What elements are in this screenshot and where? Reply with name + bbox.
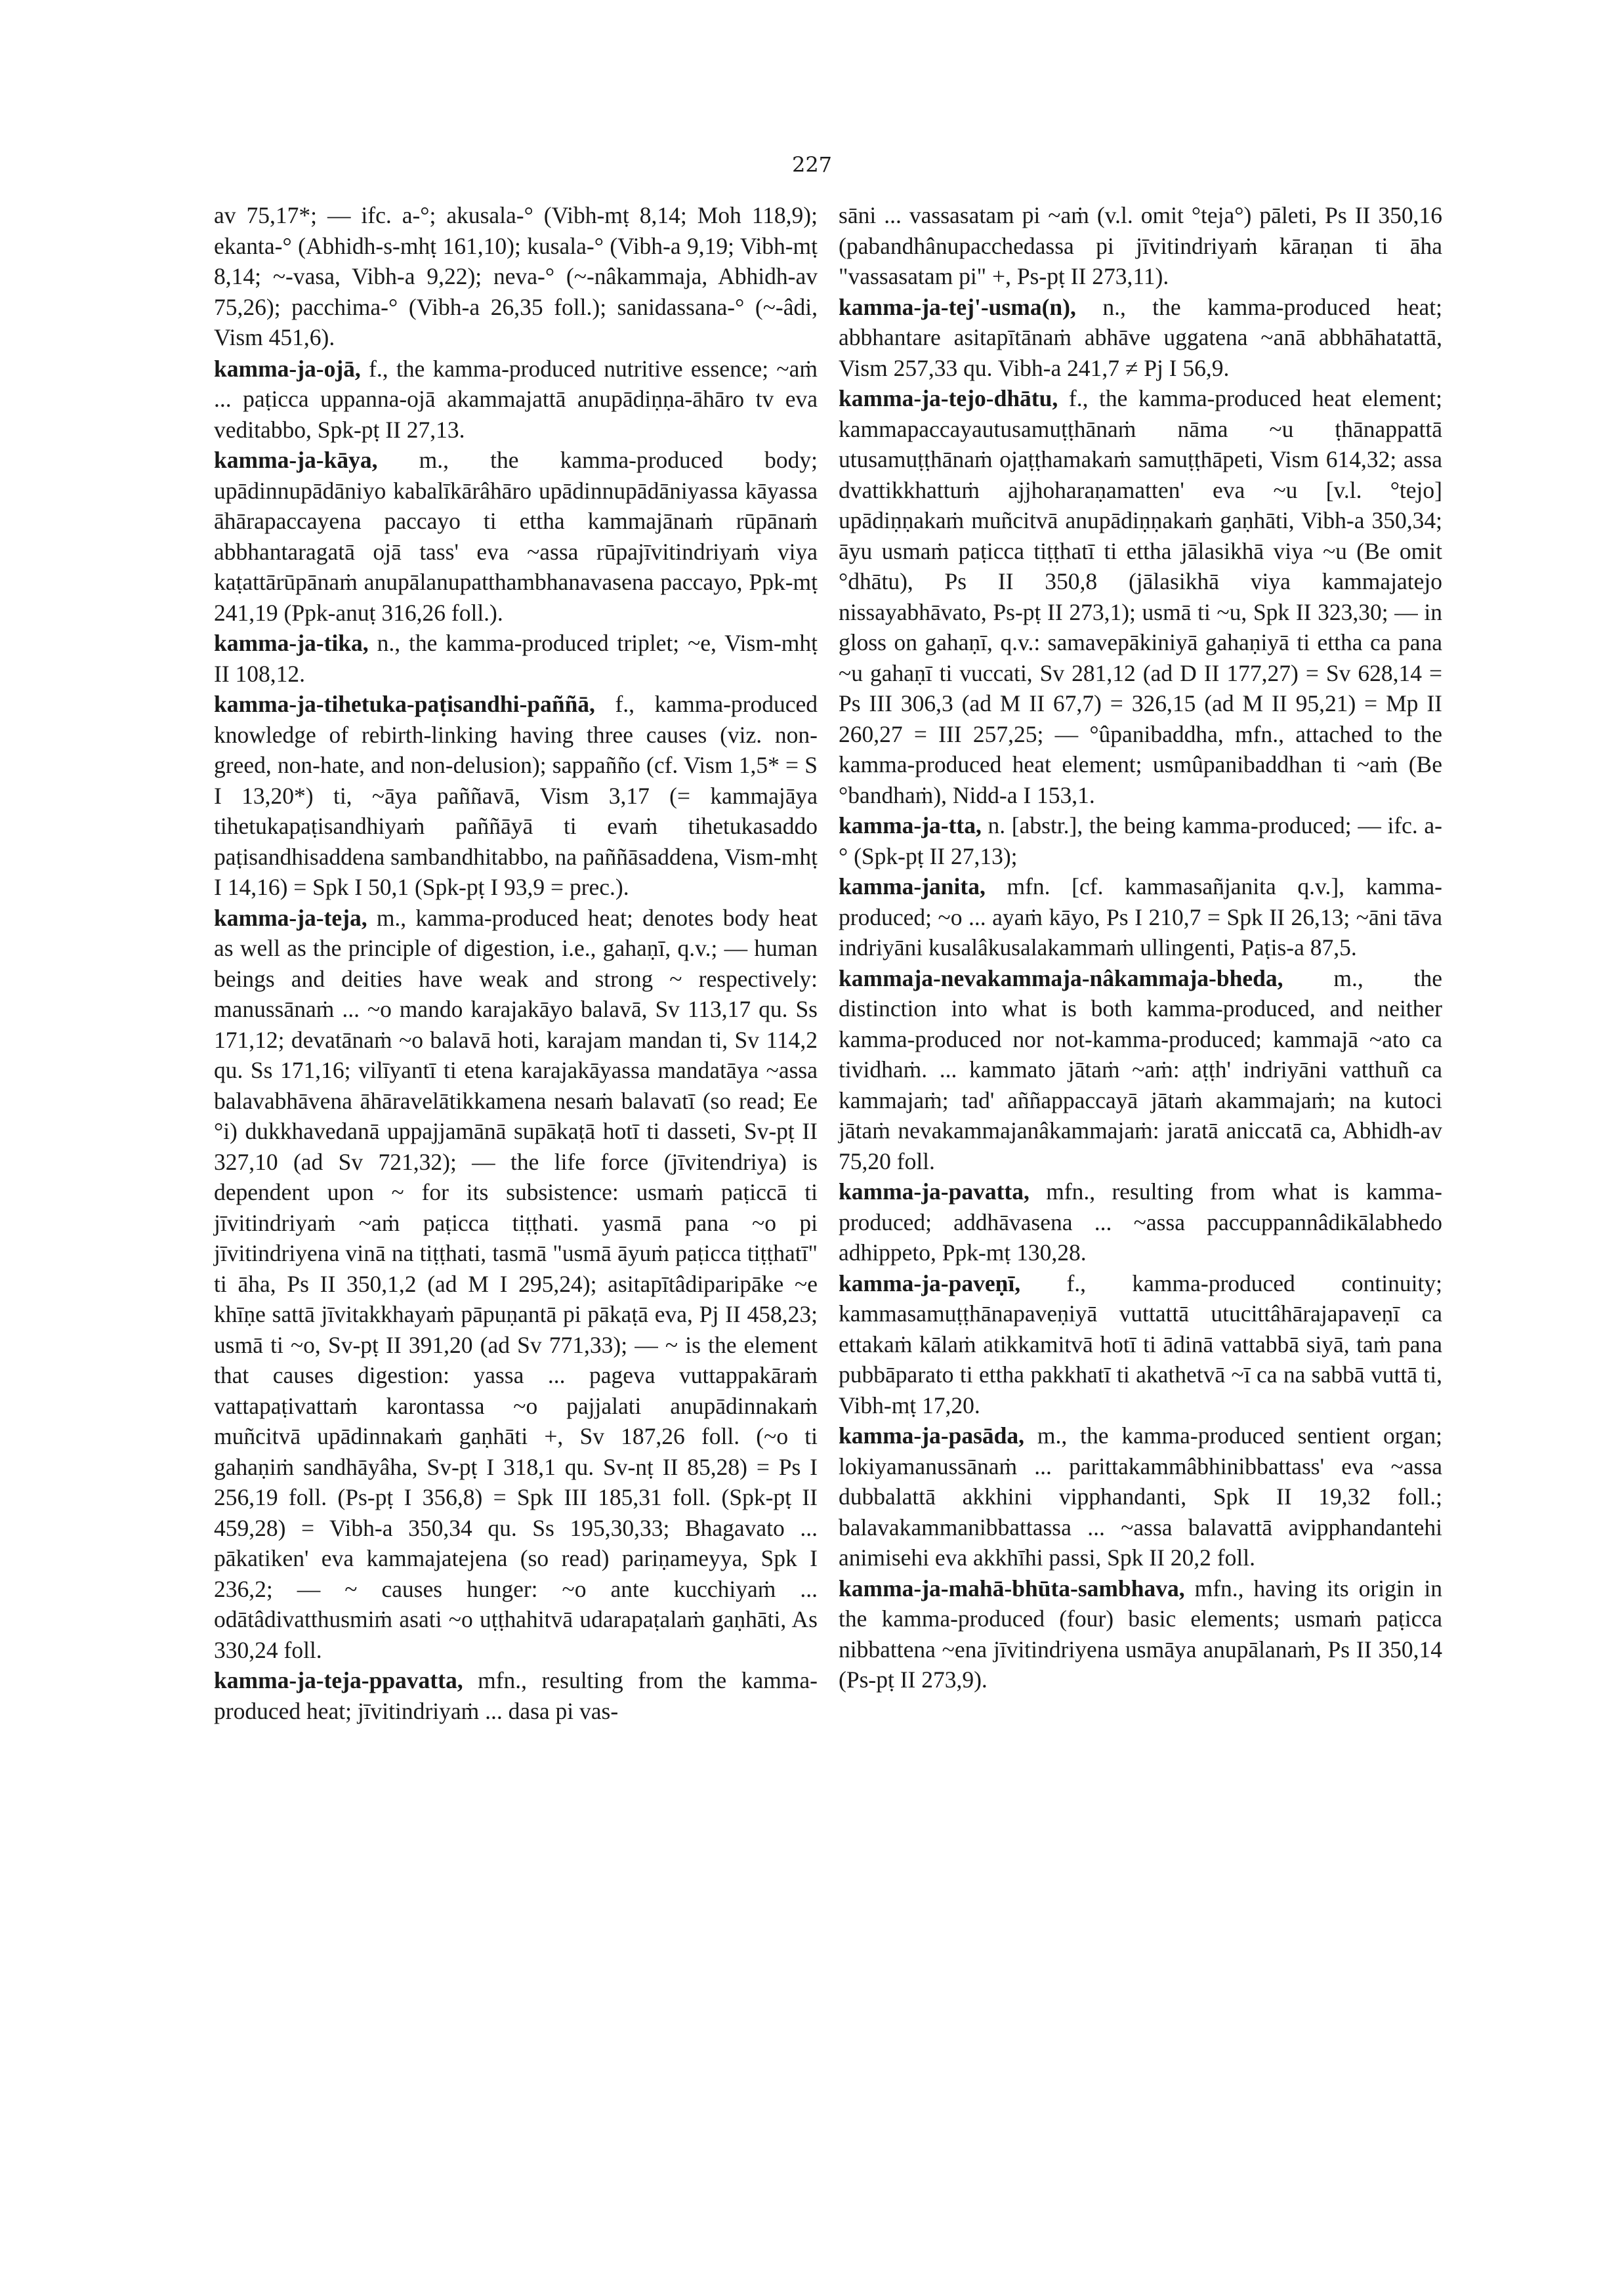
entry-text: mfn. [cf. kammasañjanita q.v.], kamma-produced; ~o ... ayaṁ kāyo, Ps I 210,7 = Spk II 26,13; ~āni tāva indriyāni kusalâkusalakammaṁ ullingenti, Paṭis-a 87,5. <box>839 873 1442 961</box>
entry-headword: kamma-ja-ojā, <box>214 355 361 382</box>
entry-text: av 75,17*; — ifc. a-°; akusala-° (Vibh-mṭ 8,14; Moh 118,9); ekanta-° (Abhidh-s-mhṭ 161,10); kusala-° (Vibh-a 9,19; Vibh-mṭ 8,14; ~-vasa, Vibh-a 9,22); neva-° (~-nâkammaja, Abhidh-av 75,26); pacchima-° (Vibh-a 26,35 foll.); sanidassana-° (~-âdi, Vism 451,6). <box>214 202 818 350</box>
entry-headword: kamma-ja-teja-ppavatta, <box>214 1667 463 1693</box>
entry-headword: kamma-ja-kāya, <box>214 447 378 473</box>
dictionary-entry <box>839 1420 1442 1573</box>
entry-headword: kamma-ja-pasāda, <box>839 1422 1025 1449</box>
entry-text: mfn., resulting from the kamma-produced heat; jīvitindriyaṁ ... dasa pi vas- <box>214 1667 818 1724</box>
entry-text: mfn., resulting from what is kamma-produced; addhāvasena ... ~assa paccuppannâdikālabhedo adhippeto, Ppk-mṭ 130,28. <box>839 1178 1443 1266</box>
entry-text: m., the kamma-produced body; upādinnupādāniyo kabalīkārâhāro upādinnupādāniyassa kāyassa āhārapaccayena paccayo ti ettha kammajānaṁ rūpānaṁ abbhantaragatā ojā tass' eva ~assa rūpajīvitindriyaṁ viya kaṭattārūpānaṁ anupālanupatthambhanavasena paccayo, Ppk-mṭ 241,19 (Ppk-anuṭ 316,26 foll.). <box>214 447 818 626</box>
entry-headword: kamma-ja-teja, <box>214 904 367 931</box>
entry-text: mfn., having its origin in the kamma-produced (four) basic elements; usmaṁ paṭicca nibbattena ~ena jīvitindriyena usmāya anupālanaṁ, Ps II 350,14 (Ps-pṭ II 273,9). <box>839 1575 1443 1693</box>
entry-text: f., the kamma-produced heat element; kammapaccayautusamuṭṭhānaṁ nāma ~u ṭhānappattā utusamuṭṭhānaṁ ojaṭṭhamakaṁ samuṭṭhāpeti, Vism 614,32; assa dvattikkhattuṁ ajjhoharaṇamatten' eva ~u [v.l. °tejo] upādiṇṇakaṁ muñcitvā anupādiṇṇakaṁ gaṇhāti, Vibh-a 350,34; āyu usmaṁ paṭicca tiṭṭhatī ti ettha jālasikhā viya ~u (Be omit °dhātu), Ps II 350,8 (jālasikhā viya kammajatejo nissayabhāvato, Ps-pṭ II 273,1); usmā ti ~u, Spk II 323,30; — in gloss on gahaṇī, q.v.: samavepākiniyā gahaṇiyā ti ettha ca pana ~u gahaṇī ti vuccati, Sv 281,12 (ad D II 177,27) = Sv 628,14 = Ps III 306,3 (ad M II 67,7) = 326,15 (ad M II 95,21) = Mp II 260,27 = III 257,25; — °ûpanibaddha, mfn., attached to the kamma-produced heat element; usmûpanibaddhan ti ~aṁ (Be °bandhaṁ), Nidd-a I 153,1. <box>839 385 1442 808</box>
entry-headword: kamma-ja-tejo-dhātu, <box>839 385 1058 411</box>
entry-text: m., kamma-produced heat; denotes body heat as well as the principle of digestion, i.e., gahaṇī, q.v.; — human beings and deities have weak and strong ~ respectively: manussānaṁ ... ~o mando karajakāyo balavā, Sv 113,17 qu. Ss 171,12; devatānaṁ ~o balavā hoti, karajam mandan ti, Sv 114,2 qu. Ss 171,16; vilīyantī ti etena karajakāyassa mandatāya ~assa balavabhāvena āhāravelātikkamena nesaṁ balavatī (so read; Ee °i) dukkhavedanā uppajjamānā supākaṭā hotī ti dasseti, Sv-pṭ II 327,10 (ad Sv 721,32); — the life force (jīvitendriya) is dependent upon ~ for its subsistence: usmaṁ paṭiccā ti jīvitindriyaṁ ~aṁ paṭicca tiṭṭhati. yasmā pana ~o pi jīvitindriyena vinā na tiṭṭhati, tasmā "usmā āyuṁ paṭicca tiṭṭhatī" ti āha, Ps II 350,1,2 (ad M I 295,24); asitapītâdiparipāke ~e khīṇe sattā jīvitakkhayaṁ pāpuṇantā pi pākaṭā eva, Pj II 458,23; usmā ti ~o, Sv-pṭ II 391,20 (ad Sv 771,33); — ~ is the element that causes digestion: yassa ... pageva vuttappakāraṁ vattapaṭivattaṁ karontassa ~o pajjalati anupādinnakaṁ muñcitvā upādinnakaṁ gaṇhāti +, Sv 187,26 foll. (~o ti gahaṇiṁ sandhāyâha, Sv-pṭ I 318,1 qu. Sv-nṭ II 85,28) = Ps I 256,19 foll. (Ps-pṭ I 356,8) = Spk III 185,31 foll. (Spk-pṭ II 459,28) = Vibh-a 350,34 qu. Ss 195,30,33; Bhagavato ... pākatiken' eva kammajatejena (so read) pariṇameyya, Spk I 236,2; — ~ causes hunger: ~o ante kucchiyaṁ ... odātâdivatthusmiṁ asati ~o uṭṭhahitvā udarapaṭalaṁ gaṇhāti, As 330,24 foll. <box>214 904 818 1663</box>
right-column <box>839 200 1442 1695</box>
dictionary-entry <box>214 1665 818 1726</box>
entry-text: f., kamma-produced knowledge of rebirth-linking having three causes (viz. non-greed, non-hate, and non-delusion); sappañño (cf. Vism 1,5* = S I 13,20*) ti, ~āya paññavā, Vism 3,17 (= kammajāya tihetukapaṭisandhiyaṁ paññāyā ti evaṁ tihetukasaddo paṭisandhisaddena sambandhitabbo, na paññāsaddena, Vism-mhṭ I 14,16) = Spk I 50,1 (Spk-pṭ I 93,9 = prec.). <box>214 691 818 900</box>
dictionary-entry <box>839 871 1442 963</box>
entry-headword: kamma-ja-pavatta, <box>839 1178 1030 1205</box>
entry-text: sāni ... vassasatam pi ~aṁ (v.l. omit °teja°) pāleti, Ps II 350,16 (pabandhânupacchedassa pi jīvitindriyaṁ kāraṇan ti āha "vassasatam pi" +, Ps-pṭ II 273,11). <box>839 202 1442 289</box>
dictionary-entry <box>839 383 1442 810</box>
dictionary-entry <box>839 810 1442 871</box>
dictionary-entry <box>214 445 818 628</box>
left-column <box>214 200 818 1726</box>
entry-text: f., the kamma-produced nutritive essence; ~aṁ ... paṭicca uppanna-ojā akammajattā anupādiṇṇa-āhāro tv eva veditabbo, Spk-pṭ II 27,13. <box>214 355 818 443</box>
entry-headword: kamma-janita, <box>839 873 986 899</box>
dictionary-entry <box>214 354 818 445</box>
entry-headword: kammaja-nevakammaja-nâkammaja-bheda, <box>839 964 1283 991</box>
dictionary-entry <box>214 628 818 689</box>
dictionary-entry <box>839 1268 1442 1421</box>
entry-text: n., the kamma-produced heat; abbhantare asitapītānaṁ abhāve uggatena ~anā abbhāhatattā, Vism 257,33 qu. Vibh-a 241,7 ≠ Pj I 56,9. <box>839 293 1443 381</box>
entry-headword: kamma-ja-mahā-bhūta-sambhava, <box>839 1575 1185 1602</box>
dictionary-entry <box>839 200 1442 292</box>
dictionary-entry <box>839 1573 1442 1695</box>
entry-text: f., kamma-produced continuity; kammasamuṭṭhānapaveṇiyā vuttattā utucittâhārajapaveṇī ca ettakaṁ kālaṁ atikkamitvā hotī ti ādinā vattabbā siyā, taṁ pana pubbāparato ti ettha pakkhatī ti akathetvā ~ī ca na sabbā vuttā ti, Vibh-mṭ 17,20. <box>839 1270 1442 1418</box>
page-number: 227 <box>791 152 833 177</box>
entry-headword: kamma-ja-tika, <box>214 630 369 656</box>
entry-text: m., the kamma-produced sentient organ; lokiyamanussānaṁ ... parittakammâbhinibbattass' eva ~assa dubbalattā akkhini vipphandanti, Spk II 19,32 foll.; balavakammanibbattassa ... ~assa balavattā avipphandantehi animisehi eva akkhīhi passi, Spk II 20,2 foll. <box>839 1422 1442 1571</box>
dictionary-entry <box>839 292 1442 384</box>
entry-headword: kamma-ja-tta, <box>839 812 982 838</box>
dictionary-entry <box>214 200 818 353</box>
dictionary-entry <box>839 1176 1442 1268</box>
dictionary-entry <box>214 689 818 903</box>
entry-text: n., the kamma-produced triplet; ~e, Vism-mhṭ II 108,12. <box>214 630 818 687</box>
entry-headword: kamma-ja-tej'-usma(n), <box>839 293 1076 320</box>
entry-text: n. [abstr.], the being kamma-produced; — ifc. a-° (Spk-pṭ II 27,13); <box>839 812 1443 869</box>
dictionary-entry <box>839 963 1442 1177</box>
entry-headword: kamma-ja-tihetuka-paṭisandhi-paññā, <box>214 691 595 717</box>
entry-headword: kamma-ja-paveṇī, <box>839 1270 1021 1296</box>
entry-text: m., the distinction into what is both kamma-produced, and neither kamma-produced nor not-kamma-produced; kammajā ~ato ca tividhaṁ. ... kammato jātaṁ ~aṁ: aṭṭh' indriyāni vatthuñ ca kammajaṁ; tad' aññappaccayā jātaṁ akammajaṁ; na kutoci jātaṁ nevakammajanâkammajaṁ: jaratā aniccatā ca, Abhidh-av 75,20 foll. <box>839 964 1442 1174</box>
dictionary-entry <box>214 903 818 1666</box>
